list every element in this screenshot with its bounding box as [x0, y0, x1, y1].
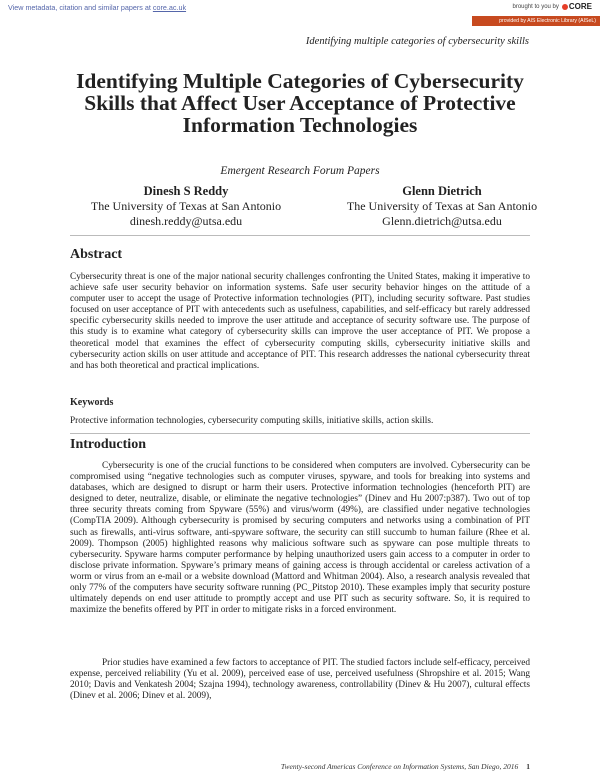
page-number: 1	[526, 762, 530, 771]
abstract-text: Cybersecurity threat is one of the major national security challenges confronting the United States, making it imperative to achieve safe user security behavior on information systems. Safe user security behavior hinges on the attitude of a computer user to accept the usage of Protective information technologies (PIT), including security software. Past studies focused on user acceptance of PIT with antecedents such as usefulness, capabilities, and self-efficacy but rarely addressed specific cybersecurity skills needed to improve the user attitude and acceptance of security software use. The purpose of this study is to examine what category of cybersecurity skills can improve the user acceptance of PIT. We propose a theoretical model that examines the effect of cybersecurity computing skills, cybersecurity initiative skills and cybersecurity action skills on user attitude and acceptance of PIT. This research addresses the national cybersecurity threat and has both theoretical and practical implications.	[70, 272, 530, 371]
core-logo[interactable]: CORE	[562, 2, 592, 11]
top-bar	[0, 0, 600, 16]
introduction-heading: Introduction	[70, 437, 146, 452]
section-divider	[70, 235, 530, 236]
author-affiliation: The University of Texas at San Antonio	[90, 199, 282, 213]
provided-by-bar[interactable]: provided by AIS Electronic Library (AISeL)	[472, 16, 600, 26]
keywords-text: Protective information technologies, cybersecurity computing skills, initiative skills, action skills.	[70, 416, 434, 426]
introduction-paragraph-1: Cybersecurity is one of the crucial functions to be considered when computers are involved. Cybersecurity can be compromised using “negative technologies such as computer viruses, spyware, and tools for breaking into systems and databases, which are designed to disrupt or harm their users. Protective information technologies (henceforth PIT) are designed to deter, neutralize, disable, or eliminate the negative technologies” (Dinev and Hu 2007:p387). Two out of top three security threats coming from Spyware (55%) and virus/worm (49%), are classified under negative technologies (CompTIA 2009). Although cybersecurity is promised by securing computers and networks using a combination of PIT such as firewalls, anti-virus software, anti-spyware software, the security can still succumb to human failure (Rhee et al. 2009). Thompson (2005) highlighted reasons why malicious software such as spyware can pose multiple threats to cybersecurity. Spyware harms computer performance by helping unauthorized users gain access to a computer in order to disclose private information. Spyware’s primary means of gaining access is through accidental or careless activation of a worm or virus from an e-mail or a website download (Mattord and Whitman 2004). Also, a research analysis revealed that only 77% of the computers have security software running (PC_Pitstop 2010). These examples imply that security posture ultimately depends on end user attitude to promptly accept and use PIT such as security software. So, it is required to maximize the benefits offered by PIT in order to mitigate risks in a forced environment.	[70, 461, 530, 616]
brought-to-you-by: brought to you by CORE	[512, 2, 592, 11]
core-domain-link[interactable]: core.ac.uk	[152, 3, 187, 12]
author-email: Glenn.dietrich@utsa.edu	[382, 214, 502, 228]
introduction-paragraph-2: Prior studies have examined a few factors to acceptance of PIT. The studied factors include self-efficacy, perceived expense, perceived reliability (Yu et al. 2009), perceived ease of use, perceived usefulness (Shropshire et al. 2015; Wang 2010; Davis and Venkatesh 2004; Szajna 1994), technology awareness, controllability (Dinev & Hu 2007), cultural effects (Dinev et al. 2006; Dinev et al. 2009),	[70, 658, 530, 702]
author-block-2	[322, 184, 562, 229]
author-block-1	[66, 184, 306, 229]
abstract-heading: Abstract	[70, 247, 123, 262]
keywords-heading: Keywords	[70, 397, 114, 408]
running-head: Identifying multiple categories of cybersecurity skills	[305, 36, 529, 47]
author-name: Glenn Dietrich	[402, 184, 482, 198]
paper-subtitle: Emergent Research Forum Papers	[220, 165, 380, 177]
author-name: Dinesh S Reddy	[143, 184, 229, 198]
paper-title: Identifying Multiple Categories of Cybersecurity Skills that Affect User Acceptance of Protective Information Technologies	[76, 69, 524, 137]
author-affiliation: The University of Texas at San Antonio	[346, 199, 538, 213]
core-logo-icon	[562, 4, 568, 10]
conference-name: Twenty-second Americas Conference on Information Systems, San Diego, 2016	[280, 762, 519, 771]
page-footer	[70, 762, 530, 771]
section-divider	[70, 433, 530, 434]
author-email: dinesh.reddy@utsa.edu	[129, 214, 243, 228]
core-metadata-link[interactable]: View metadata, citation and similar papers at core.ac.uk	[8, 3, 187, 12]
